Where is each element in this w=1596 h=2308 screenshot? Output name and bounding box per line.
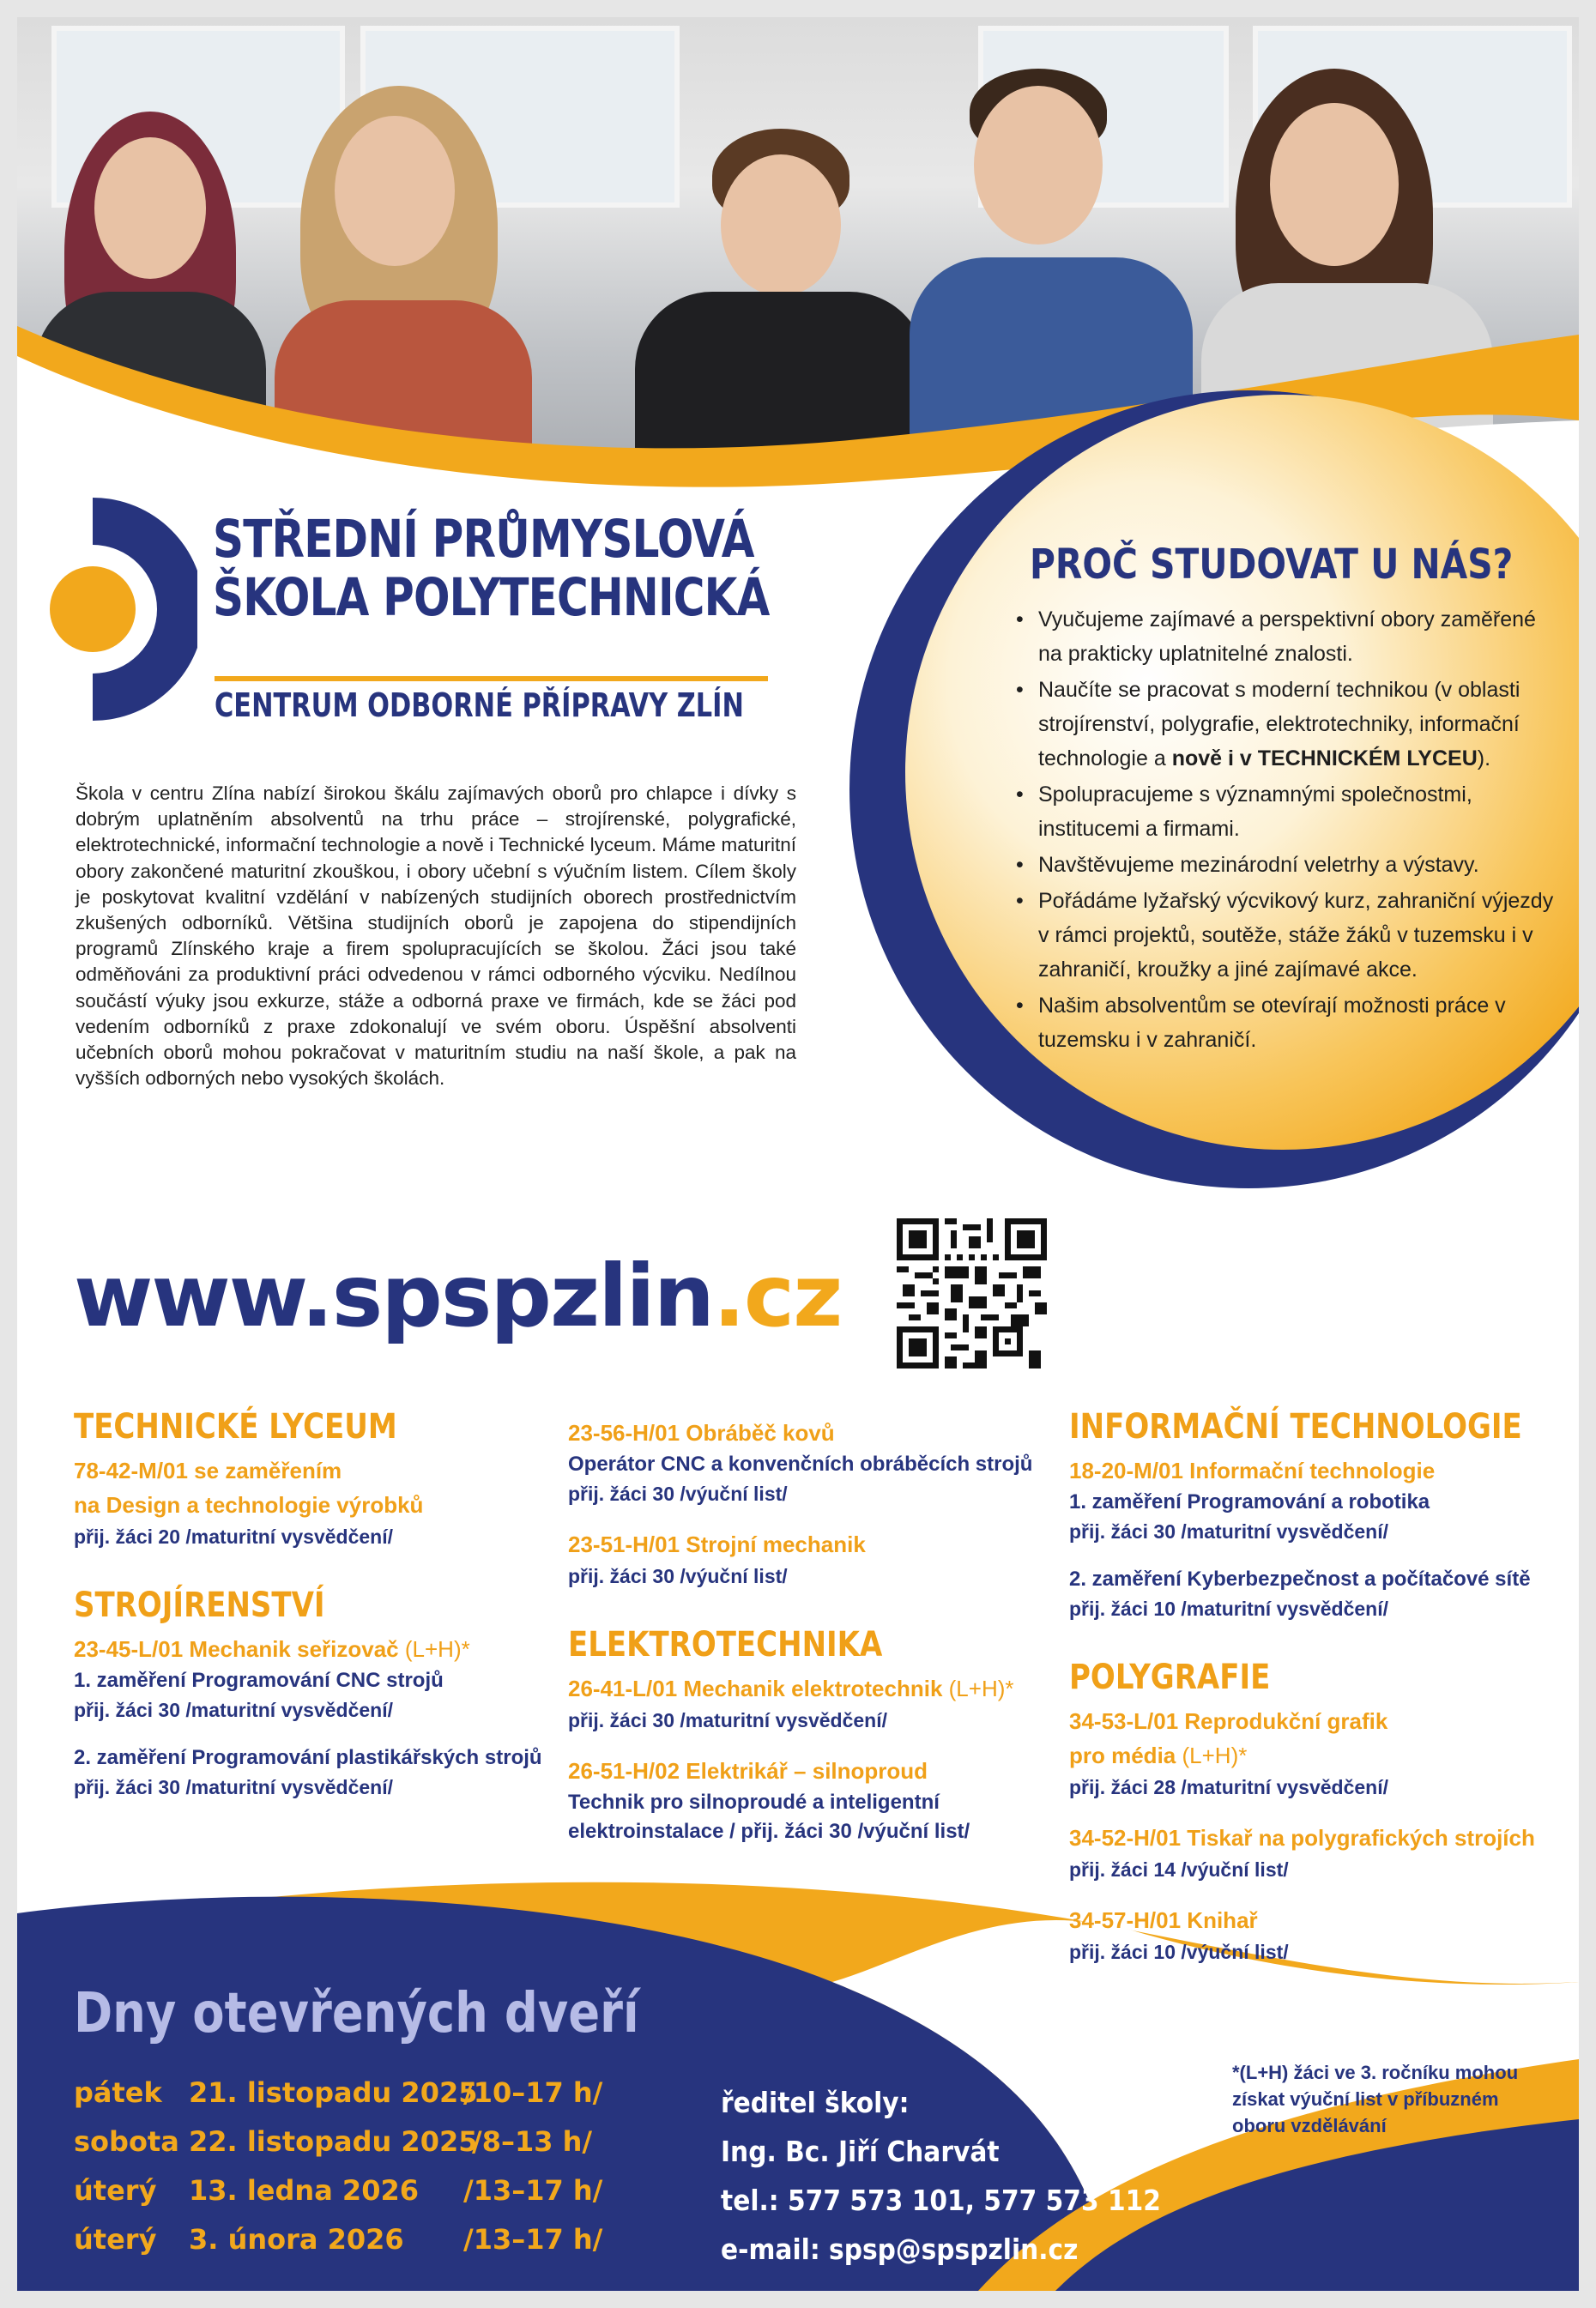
program-capacity: přij. žáci 20 /maturitní vysvědčení/ xyxy=(74,1526,393,1548)
program-capacity: přij. žáci 28 /maturitní vysvědčení/ xyxy=(1069,1776,1388,1798)
programs-col-3 xyxy=(1069,1407,1579,1967)
contact-email[interactable]: e-mail: spsp@spspzlin.cz xyxy=(721,2232,1079,2266)
program-code: 23-56-H/01 Obráběč kovů xyxy=(568,1420,835,1446)
open-day-time: /8–13 h/ xyxy=(472,2125,593,2158)
program-specialisation: 2. zaměření Kyberbezpečnost a počítačové sítě xyxy=(1069,1568,1531,1591)
contact-block xyxy=(721,2078,1161,2274)
programs-col-1 xyxy=(74,1407,542,1802)
section-title-it: INFORMAČNÍ TECHNOLOGIE xyxy=(1069,1407,1522,1447)
program-specialisation: Technik pro silnoproudé a inteligentní xyxy=(568,1791,940,1814)
section-title-elektro: ELEKTROTECHNIKA xyxy=(568,1625,883,1665)
poster xyxy=(17,17,1579,2291)
program-code: 34-52-H/01 Tiskař na polygrafických strojích xyxy=(1069,1825,1535,1851)
why-item: • Naučíte se pracovat s moderní technikou (v oblasti strojírenství, polygrafie, elektrotechniky, informační technologie a nově i v TECHNICKÉM LYCEU). xyxy=(1013,673,1562,776)
why-item: • Vyučujeme zajímavé a perspektivní obory zaměřené na prakticky uplatnitelné znalosti. xyxy=(1013,602,1562,671)
program-specialisation: 1. zaměření Programování a robotika xyxy=(1069,1490,1430,1513)
school-name: STŘEDNÍ PRŮMYSLOVÁ ŠKOLA POLYTECHNICKÁ xyxy=(213,509,770,628)
footnote: *(L+H) žáci ve 3. ročníku mohou získat výuční list v příbuzném oboru vzdělávání xyxy=(1232,2062,1519,2136)
open-day-date: 21. listopadu 2025 xyxy=(189,2076,478,2109)
intro-text: Škola v centru Zlína nabízí širokou škálu zajímavých oborů pro chlapce i dívky s dobrým uplatněním absolventů na trhu práce – strojírenské, polygrafické, elektrotechnické, informační technologie a nově i Technické lyceum. Máme maturitní obory zakončené maturitní zkouškou, i obory učební s výučním listem. Cílem školy je poskytovat kvalitní vzdělání v nabízených studijních oborech prostřednictvím zkušených odborníků. Většina studijních oborů je zapojena do stipendijních programů Zlínského kraje a firem spolupracujících se školou. Žáci jsou také odměňováni za produktivní práci odvedenou v rámci odborného výcviku. Nedílnou součástí výuky jsou exkurze, stáže a odborná praxe ve firmách, kde se žáci pod vedením odborníků z praxe zdokonalují ve svém oboru. Úspěšní absolventi učebních oborů mohou pokračovat v maturitním studiu na naší škole, a pak na vyšších odborných nebo vysokých školách. xyxy=(76,782,796,1090)
program-capacity: přij. žáci 14 /výuční list/ xyxy=(1069,1858,1289,1881)
program-code: 26-41-L/01 Mechanik elektrotechnik (L+H)* xyxy=(568,1676,1014,1701)
program-capacity: přij. žáci 10 /maturitní vysvědčení/ xyxy=(1069,1598,1388,1620)
open-day-weekday: sobota xyxy=(74,2125,179,2158)
program-specialisation: 1. zaměření Programování CNC strojů xyxy=(74,1669,444,1692)
contact-label: ředitel školy: xyxy=(721,2086,910,2119)
open-day-weekday: pátek xyxy=(74,2076,162,2109)
program-code: 78-42-M/01 se zaměřením xyxy=(74,1458,342,1483)
school-logo-icon xyxy=(43,498,197,721)
program-capacity: přij. žáci 10 /výuční list/ xyxy=(1069,1941,1289,1963)
why-item: • Našim absolventům se otevírají možnosti práce v tuzemsku i v zahraničí. xyxy=(1013,988,1562,1057)
open-day-date: 3. února 2026 xyxy=(189,2223,404,2256)
open-day-date: 22. listopadu 2025 xyxy=(189,2125,478,2158)
programs-col-2 xyxy=(568,1416,1032,1846)
program-capacity: přij. žáci 30 /maturitní vysvědčení/ xyxy=(1069,1520,1388,1543)
open-days-title: Dny otevřených dveří xyxy=(74,1982,639,2045)
open-day-time: /13–17 h/ xyxy=(463,2174,603,2207)
program-specialisation: Operátor CNC a konvenčních obráběcích strojů xyxy=(568,1453,1033,1476)
open-day-weekday: úterý xyxy=(74,2174,157,2207)
school-subtitle: CENTRUM ODBORNÉ PŘÍPRAVY ZLÍN xyxy=(215,686,744,724)
open-day-time: /10–17 h/ xyxy=(463,2076,603,2109)
program-code: 23-45-L/01 Mechanik seřizovač (L+H)* xyxy=(74,1636,470,1662)
program-code: 26-51-H/02 Elektrikář – silnoproud xyxy=(568,1758,928,1784)
program-capacity: přij. žáci 30 /výuční list/ xyxy=(568,1565,788,1587)
program-capacity: přij. žáci 30 /výuční list/ xyxy=(568,1483,788,1505)
program-code: 34-57-H/01 Knihař xyxy=(1069,1907,1258,1933)
program-code: pro média (L+H)* xyxy=(1069,1743,1248,1768)
open-day-time: /13–17 h/ xyxy=(463,2223,603,2256)
qr-code-icon[interactable] xyxy=(897,1218,1047,1368)
program-specialisation: 2. zaměření Programování plastikářských strojů xyxy=(74,1746,542,1769)
program-code: 34-53-L/01 Reprodukční grafik xyxy=(1069,1708,1388,1734)
open-day-weekday: úterý xyxy=(74,2223,157,2256)
program-capacity: přij. žáci 30 /maturitní vysvědčení/ xyxy=(74,1776,393,1798)
contact-phone[interactable]: tel.: 577 573 101, 577 573 112 xyxy=(721,2184,1161,2217)
director-name: Ing. Bc. Jiří Charvát xyxy=(721,2135,1000,2168)
why-item: • Spolupracujeme s významnými společnostmi, institucemi a firmami. xyxy=(1013,777,1562,846)
why-title: PROČ STUDOVAT U NÁS? xyxy=(1030,541,1514,589)
program-code: 18-20-M/01 Informační technologie xyxy=(1069,1458,1436,1483)
section-title-poly: POLYGRAFIE xyxy=(1069,1658,1271,1697)
why-item: • Navštěvujeme mezinárodní veletrhy a výstavy. xyxy=(1013,848,1562,882)
program-code: na Design a technologie výrobků xyxy=(74,1492,424,1518)
title-divider xyxy=(215,676,768,681)
website-link[interactable]: www.spspzlin.cz xyxy=(74,1246,842,1346)
program-specialisation: elektroinstalace / přij. žáci 30 /výuční list/ xyxy=(568,1820,970,1843)
program-code: 23-51-H/01 Strojní mechanik xyxy=(568,1532,866,1557)
program-capacity: přij. žáci 30 /maturitní vysvědčení/ xyxy=(74,1699,393,1721)
why-list xyxy=(1013,602,1562,1059)
program-capacity: přij. žáci 30 /maturitní vysvědčení/ xyxy=(568,1709,887,1731)
open-day-date: 13. ledna 2026 xyxy=(189,2174,419,2207)
section-title-lyceum: TECHNICKÉ LYCEUM xyxy=(74,1407,397,1447)
why-item: • Pořádáme lyžařský výcvikový kurz, zahraniční výjezdy v rámci projektů, soutěže, stáže žáků v tuzemsku i v zahraničí, kroužky a jiné zajímavé akce. xyxy=(1013,884,1562,987)
section-title-stroj: STROJÍRENSTVÍ xyxy=(74,1586,325,1625)
